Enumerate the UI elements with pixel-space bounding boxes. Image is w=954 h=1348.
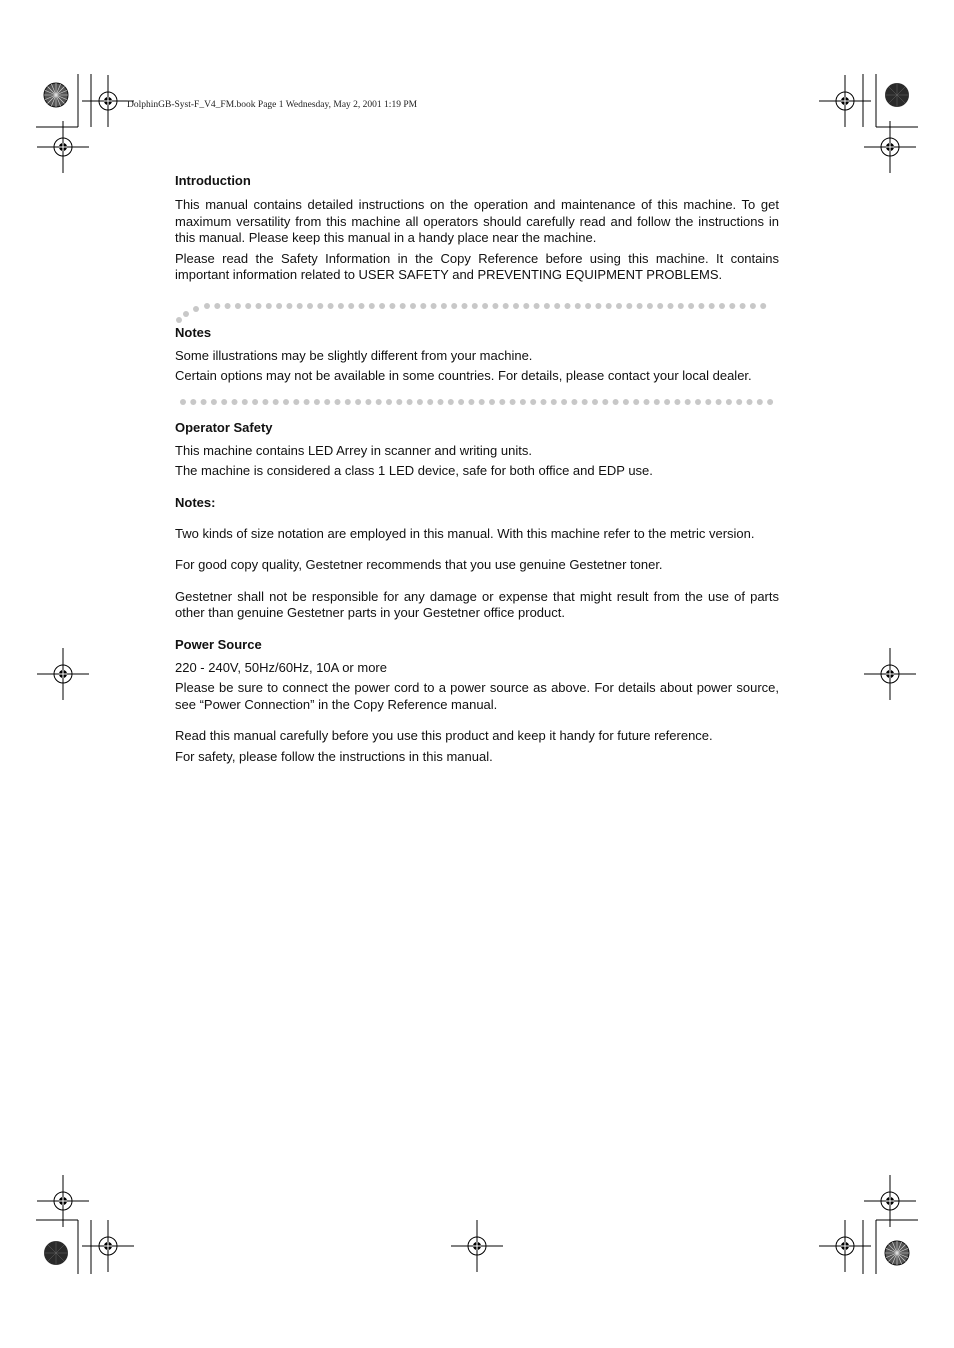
notes-top-divider: [175, 296, 779, 324]
introduction-heading: Introduction: [175, 173, 251, 188]
divider-dot: [396, 399, 402, 405]
divider-dot: [736, 399, 742, 405]
divider-dot: [499, 399, 505, 405]
divider-dot: [565, 303, 571, 309]
divider-dot: [726, 399, 732, 405]
operator-safety-paragraph-1: This machine contains LED Arrey in scanner and writing units.: [175, 442, 532, 458]
divider-dot: [359, 303, 365, 309]
divider-dot: [541, 399, 547, 405]
divider-dot: [266, 303, 272, 309]
divider-dot: [688, 303, 694, 309]
divider-dot: [740, 303, 746, 309]
power-source-heading: Power Source: [175, 636, 262, 652]
divider-dot: [668, 303, 674, 309]
divider-dot: [438, 399, 444, 405]
divider-dot: [698, 303, 704, 309]
divider-dot: [221, 399, 227, 405]
divider-dot: [644, 399, 650, 405]
divider-dot: [513, 303, 519, 309]
divider-dot: [757, 399, 763, 405]
divider-dot: [530, 399, 536, 405]
divider-dot: [193, 306, 199, 312]
divider-dot: [468, 399, 474, 405]
divider-dot: [242, 399, 248, 405]
divider-dot: [232, 399, 238, 405]
divider-dot: [716, 399, 722, 405]
divider-dot: [623, 399, 629, 405]
divider-dot: [678, 303, 684, 309]
divider-dot: [211, 399, 217, 405]
manual-content: [175, 172, 779, 765]
divider-dot: [458, 399, 464, 405]
divider-dot: [674, 399, 680, 405]
divider-dot: [664, 399, 670, 405]
divider-dot: [276, 303, 282, 309]
divider-dot: [324, 399, 330, 405]
divider-dot: [379, 303, 385, 309]
divider-dot: [544, 303, 550, 309]
divider-dot: [201, 399, 207, 405]
divider-dot: [451, 303, 457, 309]
divider-dot: [283, 399, 289, 405]
divider-dot: [719, 303, 725, 309]
divider-dot: [626, 303, 632, 309]
divider-dot: [592, 399, 598, 405]
notes-paragraph-1: Some illustrations may be slightly different from your machine.: [175, 347, 533, 363]
divider-dot: [685, 399, 691, 405]
divider-dot: [523, 303, 529, 309]
divider-dot: [482, 303, 488, 309]
divider-dot: [235, 303, 241, 309]
divider-dot: [338, 303, 344, 309]
introduction-paragraph-1: This manual contains detailed instructions on the operation and maintenance of this machine. To get maximum versatility from this machine all operators should carefully read and follow the instructions in this manual. Please keep this manual in a handy place near the machine.: [175, 197, 779, 245]
divider-dot: [386, 399, 392, 405]
divider-dot: [262, 399, 268, 405]
divider-dot: [503, 303, 509, 309]
divider-dot: [448, 399, 454, 405]
divider-dot: [534, 303, 540, 309]
divider-dot: [348, 303, 354, 309]
divider-dot: [616, 303, 622, 309]
divider-dot: [400, 303, 406, 309]
divider-dot: [657, 303, 663, 309]
divider-dot: [335, 399, 341, 405]
divider-dot: [767, 399, 773, 405]
book-info-header: DolphinGB-Syst-F_V4_FM.book Page 1 Wednesday, May 2, 2001 1:19 PM: [127, 100, 418, 110]
divider-dot: [750, 303, 756, 309]
divider-dot: [410, 303, 416, 309]
divider-dot: [585, 303, 591, 309]
notes-bottom-divider: [175, 395, 779, 409]
divider-dot: [489, 399, 495, 405]
notes2-paragraph-3: Gestetner shall not be responsible for any damage or expense that might result from the use of parts other than genuine Gestetner parts in your Gestetner office product.: [175, 588, 779, 620]
divider-dot: [709, 303, 715, 309]
notes2-paragraph-2: For good copy quality, Gestetner recommends that you use genuine Gestetner toner.: [175, 557, 663, 572]
divider-dot: [510, 399, 516, 405]
divider-dot: [571, 399, 577, 405]
divider-dot: [389, 303, 395, 309]
divider-dot: [376, 399, 382, 405]
divider-dot: [479, 399, 485, 405]
divider-dot: [190, 399, 196, 405]
divider-dot: [647, 303, 653, 309]
divider-dot: [369, 303, 375, 309]
divider-dot: [297, 303, 303, 309]
divider-dot: [273, 399, 279, 405]
notes-paragraph-2: Certain options may not be available in some countries. For details, please contact your local dealer.: [175, 368, 752, 383]
notes-heading: Notes: [175, 324, 212, 340]
closing-paragraph-1: Read this manual carefully before you use this product and keep it handy for future reference.: [175, 728, 713, 743]
divider-dot: [729, 303, 735, 309]
divider-dot: [180, 399, 186, 405]
divider-dot: [183, 311, 189, 317]
divider-dot: [705, 399, 711, 405]
divider-dot: [204, 303, 210, 309]
divider-dot: [245, 303, 251, 309]
divider-dot: [293, 399, 299, 405]
divider-dot: [407, 399, 413, 405]
divider-dot: [355, 399, 361, 405]
power-source-paragraph-1: 220 - 240V, 50Hz/60Hz, 10A or more: [175, 659, 387, 675]
divider-dot: [613, 399, 619, 405]
divider-dot: [561, 399, 567, 405]
divider-dot: [575, 303, 581, 309]
divider-dot: [551, 399, 557, 405]
divider-dot: [225, 303, 231, 309]
divider-dot: [365, 399, 371, 405]
divider-dot: [747, 399, 753, 405]
closing-paragraph-2: For safety, please follow the instructions in this manual.: [175, 748, 493, 764]
divider-dot: [431, 303, 437, 309]
divider-dot: [256, 303, 262, 309]
divider-dot: [760, 303, 766, 309]
divider-dot: [654, 399, 660, 405]
divider-dot: [252, 399, 258, 405]
divider-dot: [606, 303, 612, 309]
divider-dot: [317, 303, 323, 309]
divider-dot: [328, 303, 334, 309]
divider-dot: [602, 399, 608, 405]
notes2-paragraph-1: Two kinds of size notation are employed in this manual. With this machine refer to the metric version.: [175, 525, 755, 541]
operator-safety-heading: Operator Safety: [175, 419, 273, 435]
divider-dot: [554, 303, 560, 309]
divider-dot: [427, 399, 433, 405]
divider-dot: [462, 303, 468, 309]
divider-dot: [695, 399, 701, 405]
divider-dot: [441, 303, 447, 309]
divider-dot: [520, 399, 526, 405]
notes2-heading: Notes:: [175, 494, 216, 510]
divider-dot: [637, 303, 643, 309]
operator-safety-paragraph-2: The machine is considered a class 1 LED device, safe for both office and EDP use.: [175, 463, 653, 478]
divider-dot: [472, 303, 478, 309]
divider-dot: [595, 303, 601, 309]
divider-dot: [492, 303, 498, 309]
introduction-paragraph-2: Please read the Safety Information in the Copy Reference before using this machine. It contains important information related to USER SAFETY and PREVENTING EQUIPMENT PROBLEMS.: [175, 250, 779, 282]
divider-dot: [417, 399, 423, 405]
divider-dot: [314, 399, 320, 405]
divider-dot: [176, 317, 182, 323]
divider-dot: [286, 303, 292, 309]
divider-dot: [214, 303, 220, 309]
divider-dot: [582, 399, 588, 405]
divider-dot: [633, 399, 639, 405]
power-source-paragraph-2: Please be sure to connect the power cord to a power source as above. For details about power source, see “Power Connection” in the Copy Reference manual.: [175, 680, 779, 712]
divider-dot: [307, 303, 313, 309]
divider-dot: [420, 303, 426, 309]
divider-dot: [345, 399, 351, 405]
divider-dot: [304, 399, 310, 405]
